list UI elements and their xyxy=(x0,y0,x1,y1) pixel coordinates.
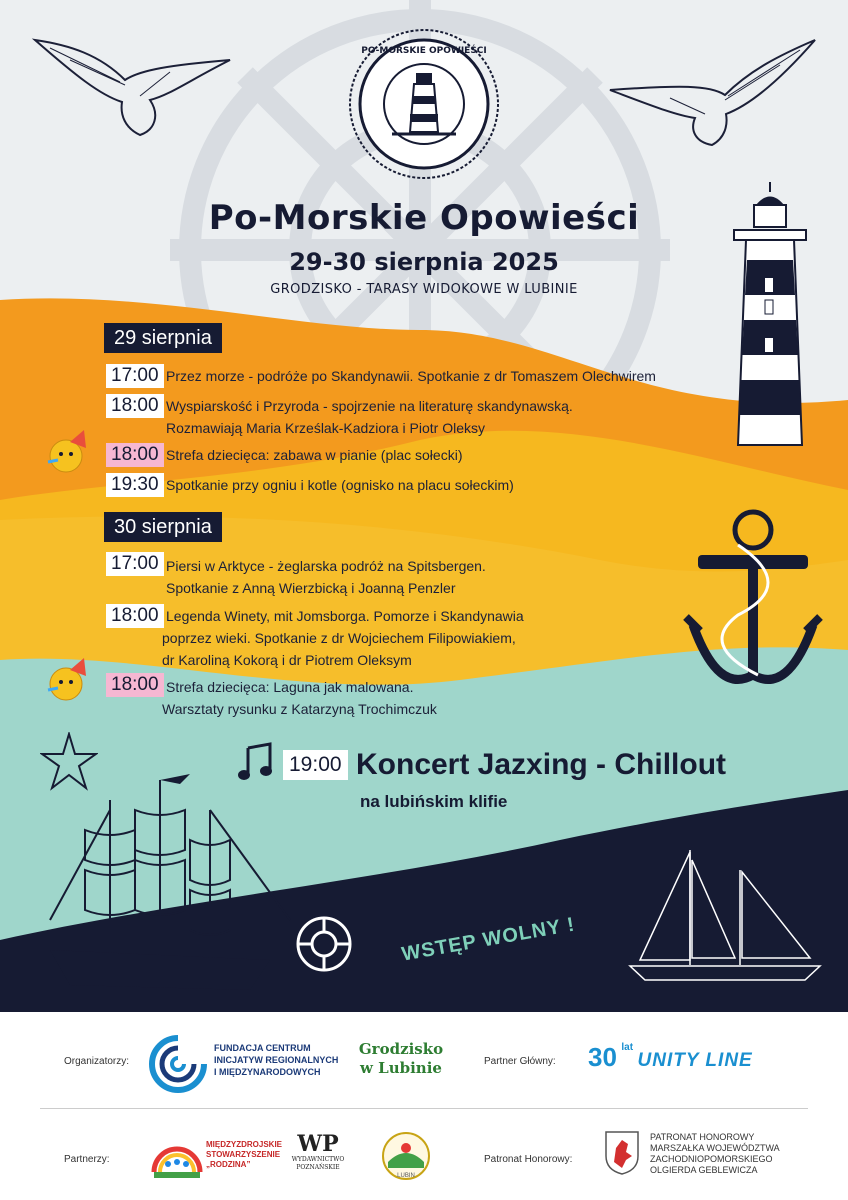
wydawnictwo-mark: WP xyxy=(297,1131,339,1157)
unity-line-logo xyxy=(588,1042,753,1073)
day2-event2-text2: poprzez wieki. Spotkanie z dr Wojciechem Filipowiakiem, xyxy=(162,630,516,646)
rodzina-name-line1: MIĘDZYZDROJSKIE xyxy=(206,1140,283,1149)
foundation-name-line1: FUNDACJA CENTRUM xyxy=(214,1043,311,1053)
logo-text: PO-MORSKIE OPOWIEŚCI xyxy=(361,46,487,56)
free-entry: WSTĘP WOLNY ! xyxy=(400,913,577,966)
grodzisko-logo-line2: w Lubinie xyxy=(360,1059,442,1077)
honorary-line3: ZACHODNIOPOMORSKIEGO xyxy=(650,1154,773,1164)
lubin-crest-icon xyxy=(380,1130,432,1182)
honorary-text xyxy=(650,1132,780,1176)
day2-event3-time: 18:00 xyxy=(106,673,164,697)
grodzisko-logo-line1: Grodzisko xyxy=(358,1040,444,1058)
lifebuoy-icon xyxy=(292,912,356,976)
honorary-label: Patronat Honorowy: xyxy=(484,1154,573,1165)
day1-event2-text1: Wyspiarskość i Przyroda - spojrzenie na literaturę skandynawską. xyxy=(166,398,573,414)
foundation-name xyxy=(214,1042,338,1078)
ship-icon xyxy=(40,770,300,1000)
day2-event2-time: 18:00 xyxy=(106,604,164,628)
rodzina-name-line3: „RODZINA” xyxy=(206,1160,251,1169)
day1-event2-text2: Rozmawiają Maria Krześlak-Kadziora i Piotr Oleksy xyxy=(166,420,485,436)
day1-event2-time: 18:00 xyxy=(106,394,164,418)
party-emoji-icon xyxy=(42,656,98,704)
honorary-line1: PATRONAT HONOROWY xyxy=(650,1132,755,1142)
day2-event1-text1: Piersi w Arktyce - żeglarska podróż na Spitsbergen. xyxy=(166,558,486,574)
foundation-logo-icon xyxy=(148,1034,208,1094)
day1-event4-text: Spotkanie przy ogniu i kotle (ognisko na placu sołeckim) xyxy=(166,477,514,493)
lubin-crest-text: LUBIN xyxy=(397,1173,415,1179)
unity-line-lat: lat xyxy=(621,1042,634,1053)
footer-divider xyxy=(40,1108,808,1109)
day1-event1-time: 17:00 xyxy=(106,364,164,388)
concert-title: Koncert Jazxing - Chillout xyxy=(356,748,727,781)
footer xyxy=(0,1012,848,1200)
day1-label: 29 sierpnia xyxy=(104,323,222,353)
partners-label: Partnerzy: xyxy=(64,1154,110,1165)
foundation-name-line2: INICJATYW REGIONALNYCH xyxy=(214,1055,339,1065)
day2-event2-text3: dr Karoliną Kokorą i dr Piotrem Oleksym xyxy=(162,652,412,668)
day1-event1-text: Przez morze - podróże po Skandynawii. Spotkanie z dr Tomaszem Olechwirem xyxy=(166,368,656,384)
day2-event3-text1: Strefa dziecięca: Laguna jak malowana. xyxy=(166,679,414,695)
main-partner-label: Partner Główny: xyxy=(484,1056,556,1067)
grodzisko-logo xyxy=(346,1040,456,1078)
foundation-name-line3: I MIĘDZYNARODOWYCH xyxy=(214,1067,321,1077)
rodzina-name xyxy=(206,1140,282,1170)
event-location: GRODZISKO - TARASY WIDOKOWE W LUBINIE xyxy=(270,282,578,297)
day2-event2-text1: Legenda Winety, mit Jomsborga. Pomorze i Skandynawia xyxy=(166,608,524,624)
party-emoji-icon xyxy=(42,428,98,476)
rodzina-logo-icon xyxy=(150,1132,204,1182)
sailboat-icon xyxy=(620,840,830,990)
unity-line-name: UNITY LINE xyxy=(637,1050,753,1071)
wydawnictwo-line2: POZNAŃSKIE xyxy=(296,1164,340,1171)
event-dates: 29-30 sierpnia 2025 xyxy=(289,248,559,276)
organizers-label: Organizatorzy: xyxy=(64,1056,130,1067)
festival-logo xyxy=(348,28,500,180)
unity-line-30: 30 xyxy=(588,1042,617,1072)
anchor-icon xyxy=(678,505,828,705)
wydawnictwo-logo xyxy=(288,1132,348,1172)
day1-event3-text: Strefa dziecięca: zabawa w pianie (plac sołecki) xyxy=(166,447,463,463)
day2-event1-text2: Spotkanie z Anną Wierzbicką i Joanną Penzler xyxy=(166,580,456,596)
day2-event3-text2: Warsztaty rysunku z Katarzyną Trochimczuk xyxy=(162,701,437,717)
day2-event1-time: 17:00 xyxy=(106,552,164,576)
lighthouse-icon xyxy=(720,180,820,450)
concert-subtitle: na lubińskim klifie xyxy=(360,792,508,811)
rodzina-name-line2: STOWARZYSZENIE xyxy=(206,1150,281,1159)
event-title: Po-Morskie Opowieści xyxy=(208,198,640,238)
day1-event3-time: 18:00 xyxy=(106,443,164,467)
honorary-line4: OLGIERDA GEBLEWICZA xyxy=(650,1165,758,1175)
seagull-left-icon xyxy=(30,20,240,140)
concert-time: 19:00 xyxy=(283,750,348,780)
griffin-crest-icon xyxy=(604,1130,640,1176)
day2-label: 30 sierpnia xyxy=(104,512,222,542)
day1-event4-time: 19:30 xyxy=(106,473,164,497)
seagull-right-icon xyxy=(600,30,820,150)
wydawnictwo-line1: WYDAWNICTWO xyxy=(291,1156,345,1163)
honorary-line2: MARSZAŁKA WOJEWÓDZTWA xyxy=(650,1143,780,1153)
